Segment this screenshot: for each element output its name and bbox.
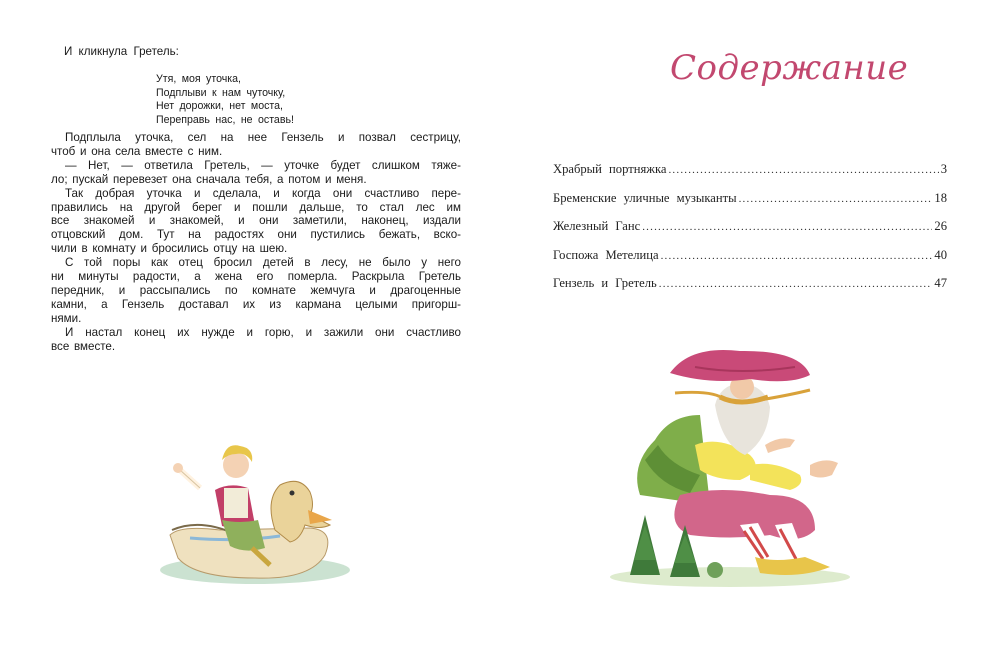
left-page (0, 0, 500, 651)
story-line: отцовский дом. Тут на радостях они пустились бежать, вско- (51, 228, 461, 242)
toc-entry-title: Храбрый портняжка (553, 162, 667, 176)
verse-line: Подплыви к нам чуточку, (156, 86, 286, 99)
toc-entry[interactable] (553, 276, 947, 305)
story-line: С той поры как отец бросил детей в лесу, не было у него (65, 256, 461, 270)
story-line: камни, а Гензель доставал их из кармана целыми пригорш- (51, 297, 461, 311)
toc-leader-dots (659, 278, 933, 290)
story-line: передник, и рассыпались по комнате жемчуга и драгоценные (51, 283, 461, 297)
verse-line: Утя, моя уточка, (156, 73, 241, 85)
toc-entry[interactable] (553, 162, 947, 191)
contents-title: Содержание (670, 48, 909, 88)
toc-entry-page: 47 (934, 276, 947, 290)
story-line: ло; пускай перевезет она сначала тебя, а потом и меня. (51, 172, 367, 186)
verse (156, 73, 294, 128)
story-line: чтоб и она села вместе с ним. (51, 144, 223, 158)
intro-line: И кликнула Гретель: (64, 45, 179, 58)
table-of-contents (553, 162, 947, 305)
toc-entry-title: Госпожа Метелица (553, 247, 659, 262)
story-line: правились на другой берег и пошли дальше, то стал лес им (51, 200, 461, 214)
story-line: нями. (51, 311, 82, 325)
story-text (51, 131, 461, 354)
toc-entry-page: 18 (934, 190, 947, 205)
story-line: все знакомей и знакомей, и они заметили, наконец, издали (51, 214, 461, 228)
toc-entry-title: Гензель и Гретель (553, 276, 657, 290)
verse-line: Нет дорожки, нет моста, (156, 100, 283, 113)
toc-leader-dots (739, 193, 933, 205)
boy-riding-duck-illustration (160, 430, 360, 590)
verse-line: Переправь нас, не оставь! (156, 114, 294, 127)
toc-leader-dots (668, 164, 938, 176)
story-line: ни минуты радости, а жена его померла. Раскрыла Гретель (51, 270, 461, 284)
toc-entry-page: 3 (940, 162, 947, 176)
toc-leader-dots (642, 221, 932, 233)
toc-entry[interactable] (553, 191, 947, 220)
toc-entry-title: Бременские уличные музыканты (553, 190, 737, 205)
toc-entry[interactable] (553, 219, 947, 248)
story-line: Так добрая уточка и сделала, и когда они счастливо пере- (65, 186, 461, 200)
toc-leader-dots (661, 250, 933, 262)
toc-entry[interactable] (553, 248, 947, 277)
toc-entry-page: 40 (934, 247, 947, 262)
story-line: И настал конец их нужде и горю, и зажили они счастливо (65, 325, 461, 339)
story-line: чили в комнату и бросились отцу на шею. (51, 242, 288, 256)
toc-entry-page: 26 (934, 219, 947, 233)
story-line: — Нет, — ответила Гретель, — уточке будет слишком тяже- (65, 158, 461, 172)
bearded-dwarf-illustration (600, 345, 860, 590)
story-line: все вместе. (51, 339, 116, 353)
toc-entry-title: Железный Ганс (553, 219, 641, 233)
story-line: Подплыла уточка, сел на нее Гензель и позвал сестрицу, (65, 131, 461, 144)
